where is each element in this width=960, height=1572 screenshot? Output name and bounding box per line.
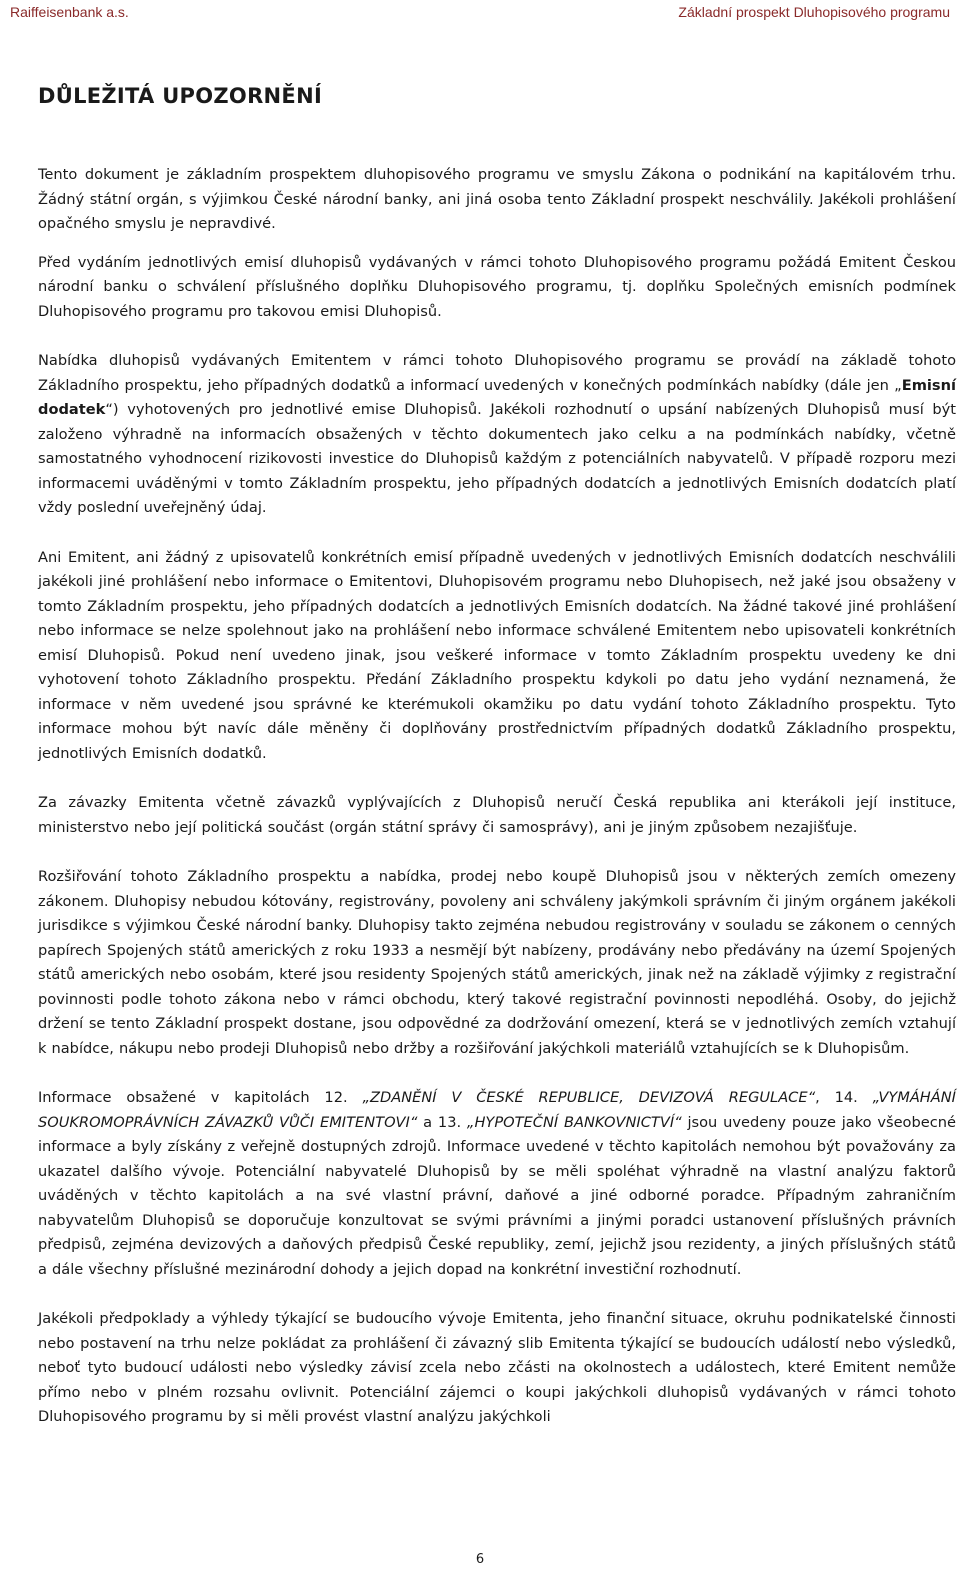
paragraph [38, 349, 956, 521]
chapter-reference: „HYPOTEČNÍ BANKOVNICTVÍ“ [466, 1113, 682, 1131]
paragraph-text: , 14. [815, 1089, 873, 1106]
document-title: Základní prospekt Dluhopisového programu [678, 4, 950, 20]
document-body [38, 163, 956, 1455]
paragraph: Za závazky Emitenta včetně závazků vyplývajících z Dluhopisů neručí Česká republika ani kterákoli její instituce, ministerstvo nebo její politická součást (orgán státní správy či samosprávy), ani je jiným způsobem nezajišťuje. [38, 794, 956, 836]
paragraph-text: jsou uvedeny pouze jako všeobecné informace a byly získány z veřejně dostupných zdrojů. Informace uvedené v těchto kapitolách nemohou být považovány za ukazatel dalšího vývoje. Potenciální nabyvatelé Dluhopisů by se měli spoléhat výhradně na vlastní analýzu faktorů uváděných v těchto kapitolách a na své vlastní právní, daňové a jiné odborné poradce. Případným zahraničním nabyvatelům Dluhopisů se doporučuje konzultovat se svými právními a jinými poradci ustanovení příslušných právních předpisů, zejména devizových a daňových předpisů České republiky, zemí, jejichž jsou rezidenty, a jiných příslušných států a dále všechny příslušné mezinárodní dohody a jejich dopad na konkrétní investiční rozhodnutí. [38, 1113, 956, 1278]
chapter-reference: „ZDANĚNÍ V ČESKÉ REPUBLICE, DEVIZOVÁ REGULACE“ [362, 1089, 816, 1106]
paragraph-text: Informace obsažené v kapitolách 12. [38, 1089, 363, 1106]
paragraph: Jakékoli předpoklady a výhledy týkající se budoucího vývoje Emitenta, jeho finanční situace, okruhu podnikatelské činnosti nebo postavení na trhu nelze pokládat za prohlášení či závazný slib Emitenta týkající se budoucích událostí nebo výsledků, neboť tyto budoucí události nebo výsledky závisí zcela nebo zčásti na okolnostech a událostech, které Emitent nemůže přímo nebo v plném rozsahu ovlivnit. Potenciální zájemci o koupi jakýchkoli dluhopisů vydávaných v rámci tohoto Dluhopisového programu by si měli provést vlastní analýzu jakýchkoli [38, 1310, 956, 1425]
paragraph [38, 1086, 956, 1282]
chapter-reference: „VYMÁHÁNÍ SOUKROMOPRÁVNÍCH ZÁVAZKŮ VŮČI EMITENTOVI“ [38, 1089, 956, 1131]
paragraph: Rozšiřování tohoto Základního prospektu a nabídka, prodej nebo koupě Dluhopisů jsou v některých zemích omezeny zákonem. Dluhopisy nebudou kótovány, registrovány, povoleny ani schváleny jakýmkoli správním či jiným orgánem jakékoli jurisdikce s výjimkou České národní banky. Dluhopisy takto zejména nebudou registrovány v souladu se zákonem o cenných papírech Spojených států amerických z roku 1933 a nesmějí být nabízeny, prodávány nebo předávány na území Spojených států amerických nebo osobám, které jsou residenty Spojených států amerických, jinak než na základě výjimky z registrační povinnosti podle tohoto zákona nebo v rámci obchodu, který takové registrační povinnosti nepodléhá. Osoby, do jejichž držení se tento Základní prospekt dostane, jsou odpovědné za dodržování omezení, která se v jednotlivých zemích vztahují k nabídce, nákupu nebo prodeji Dluhopisů nebo držby a rozšiřování jakýchkoli materiálů vztahujících se k Dluhopisům. [38, 868, 956, 1057]
section-title: DŮLEŽITÁ UPOZORNĚNÍ [38, 84, 323, 108]
paragraph: Ani Emitent, ani žádný z upisovatelů konkrétních emisí případně uvedených v jednotlivých Emisních dodatcích neschválili jakékoli jiné prohlášení nebo informace o Emitentovi, Dluhopisovém programu nebo Dluhopisech, než jaké jsou obsaženy v tomto Základním prospektu, jeho případných dodatcích a jednotlivých Emisních dodatcích. Na žádné takové jiné prohlášení nebo informace se nelze spolehnout jako na prohlášení nebo informace schválené Emitentem nebo upisovateli konkrétních emisí Dluhopisů. Pokud není uvedeno jinak, jsou veškeré informace v tomto Základním prospektu uvedeny ke dni vyhotovení tohoto Základního prospektu. Předání Základního prospektu kdykoli po datu jeho vydání neznamená, že informace v něm uvedené jsou správné ke kterémukoli okamžiku po datu vydání tohoto Základního prospektu. Tyto informace mohou být navíc dále měněny či doplňovány prostřednictvím případných dodatků Základního prospektu, jednotlivých Emisních dodatků. [38, 548, 956, 762]
paragraph: Před vydáním jednotlivých emisí dluhopisů vydávaných v rámci tohoto Dluhopisového programu požádá Emitent Českou národní banku o schválení příslušného doplňku Dluhopisového programu, tj. doplňku Společných emisních podmínek Dluhopisového programu pro takovou emisi Dluhopisů. [38, 253, 956, 320]
paragraph-text: a 13. [417, 1113, 467, 1131]
issuer-name: Raiffeisenbank a.s. [10, 4, 129, 20]
paragraph-text: “) vyhotovených pro jednotlivé emise Dluhopisů. Jakékoli rozhodnutí o upsání nabízených Dluhopisů musí být založeno výhradně na informacích obsažených v těchto dokumentech jako celku a na podmínkách nabídky, včetně samostatného vyhodnocení rizikovosti investice do Dluhopisů každým z potenciálních nabyvatelů. V případě rozporu mezi informacemi uváděnými v tomto Základním prospektu, jeho případných dodatcích a jednotlivých Emisních dodatcích platí vždy poslední uveřejněný údaj. [38, 401, 956, 516]
page-number: 6 [475, 1552, 485, 1567]
paragraph: Tento dokument je základním prospektem dluhopisového programu ve smyslu Zákona o podnikání na kapitálovém trhu. Žádný státní orgán, s výjimkou České národní banky, ani jiná osoba tento Základní prospekt neschválily. Jakékoli prohlášení opačného smyslu je nepravdivé. [38, 166, 956, 232]
defined-term: Emisní dodatek [38, 376, 956, 418]
running-header [10, 4, 950, 24]
paragraph-text: Nabídka dluhopisů vydávaných Emitentem v rámci tohoto Dluhopisového programu se provádí na základě tohoto Základního prospektu, jeho případných dodatků a informací uvedených v konečných podmínkách nabídky (dále jen „ [38, 352, 956, 394]
